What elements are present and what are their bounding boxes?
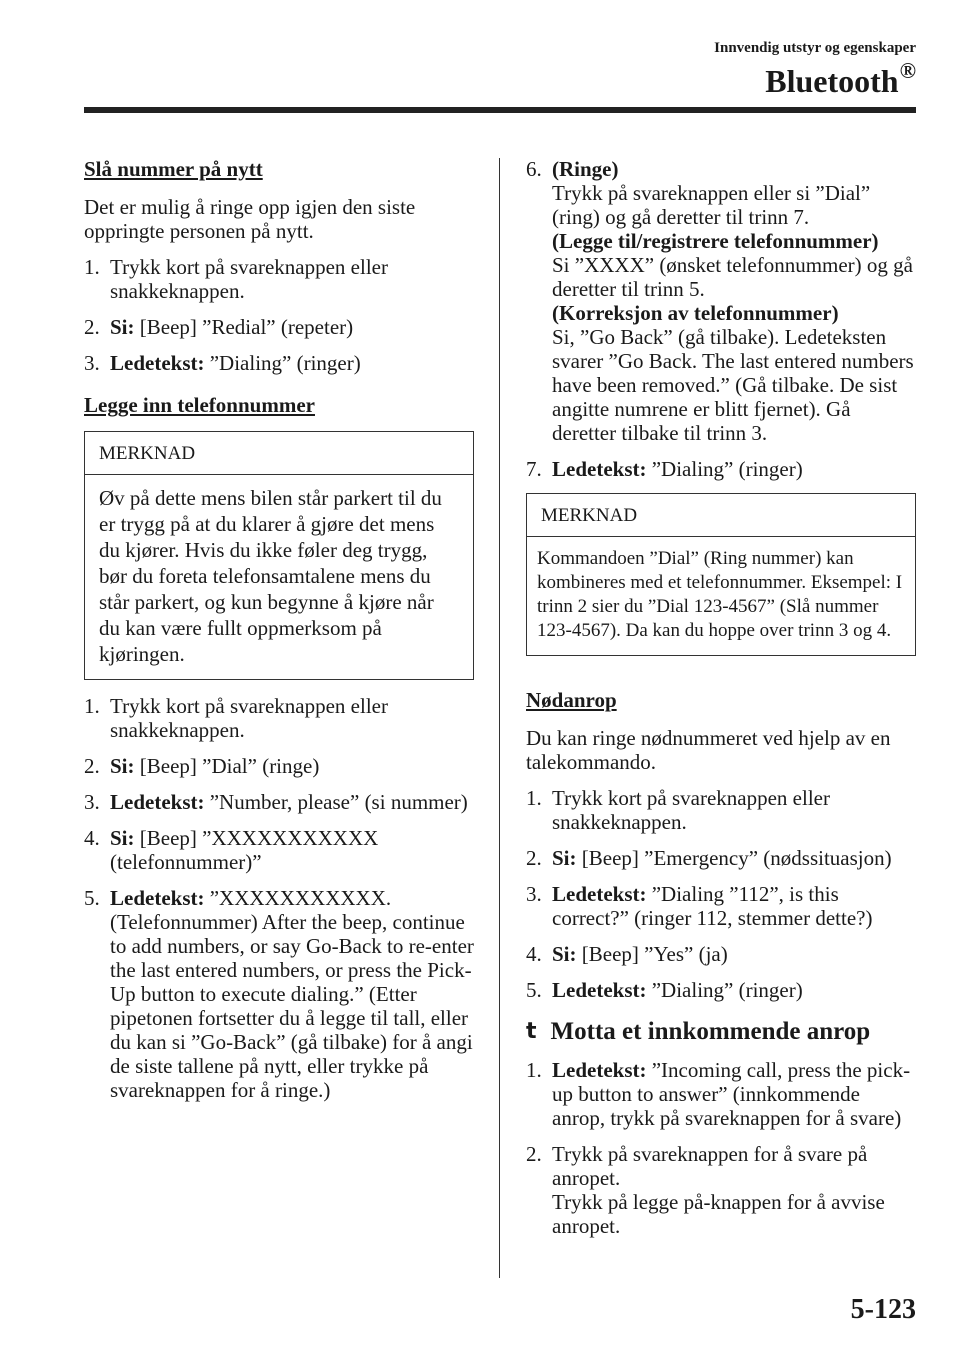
step-label: Ledetekst: (110, 351, 205, 375)
step-body (110, 315, 474, 339)
step-label: Si: (110, 315, 135, 339)
step-label: Si: (110, 754, 135, 778)
option-dial-heading: (Ringe) (552, 157, 619, 181)
step-item (526, 942, 916, 966)
step-item (526, 157, 916, 445)
step-text: Trykk kort på svareknappen eller snakkeknappen. (110, 694, 388, 742)
note-title: MERKNAD (85, 432, 473, 475)
step-body (552, 846, 916, 870)
step-label: Si: (552, 846, 577, 870)
note-box (84, 431, 474, 680)
step-number: 4. (526, 942, 542, 966)
step-text: [Beep] ”Redial” (repeter) (134, 315, 354, 339)
step-body (110, 886, 474, 1102)
emergency-heading: Nødanrop (526, 688, 617, 712)
step-body (552, 942, 916, 966)
step-text: Trykk kort på svareknappen eller snakkeknappen. (110, 255, 388, 303)
step-item (526, 1058, 916, 1130)
step-item (526, 1142, 916, 1238)
step-number: 3. (84, 790, 100, 814)
step-item (526, 846, 916, 870)
step-label: Ledetekst: (552, 882, 647, 906)
step-body (110, 754, 474, 778)
step-text: [Beep] ”Dial” (ringe) (134, 754, 320, 778)
step-number: 5. (84, 886, 100, 910)
step-item (526, 786, 916, 834)
chapter-title: Innvendig utstyr og egenskaper (714, 40, 916, 56)
enter-number-heading: Legge inn telefonnummer (84, 393, 315, 417)
emergency-intro: Du kan ringe nødnummeret ved hjelp av en talekommando. (526, 726, 891, 774)
step-label: Ledetekst: (552, 457, 647, 481)
step-text: [Beep] ”Yes” (ja) (576, 942, 728, 966)
step-text: ”Dialing” (ringer) (204, 351, 361, 375)
step-label: Si: (552, 942, 577, 966)
step-body (110, 790, 474, 814)
step-label: Ledetekst: (552, 978, 647, 1002)
incoming-steps (526, 1058, 916, 1238)
step-number: 1. (526, 1058, 542, 1082)
left-column (84, 157, 474, 1114)
step-item (526, 978, 916, 1002)
step-item (84, 694, 474, 742)
option-correct-heading: (Korreksjon av telefonnummer) (552, 301, 839, 325)
step-body (552, 786, 916, 834)
step-number: 2. (84, 754, 100, 778)
step-label: Ledetekst: (110, 790, 205, 814)
step-body (110, 255, 474, 303)
step-body (552, 1142, 916, 1238)
step-number: 1. (84, 255, 100, 279)
step-number: 5. (526, 978, 542, 1002)
step-item (84, 886, 474, 1102)
step-item (84, 790, 474, 814)
step-number: 4. (84, 826, 100, 850)
step-item (84, 315, 474, 339)
option-add-heading: (Legge til/registrere telefonnummer) (552, 229, 879, 253)
step-item (526, 882, 916, 930)
step-body (110, 351, 474, 375)
step-body (552, 978, 916, 1002)
option-correct-text: Si, ”Go Back” (gå tilbake). Ledeteksten svarer ”Go Back. The last entered numbers have been removed.” (Gå tilbake. De sist angitte numrene er blitt fjernet). Gå deretter tilbake til trinn 3. (552, 325, 914, 445)
step-text: ”Incoming call, press the pick-up button to answer” (innkommende anrop, trykk på svareknappen for å svare) (552, 1058, 911, 1130)
note-title: MERKNAD (527, 494, 915, 537)
step-text: ”XXXXXXXXXXX. (Telefonnummer) After the beep, continue to add numbers, or say Go-Back to re-enter the last entered numbers, or press the Pick-Up button to execute dialing.” (Etter pipetonen fortsetter du å legge til tall, eller du kan si ”Go-Back” (gå tilbake) for å angi de siste tallene på nytt, eller trykke på svareknappen for å ringe.) (110, 886, 474, 1102)
option-add-text: Si ”XXXX” (ønsket telefonnummer) og gå deretter til trinn 5. (552, 253, 913, 301)
step-item (526, 457, 916, 481)
step-number: 1. (526, 786, 542, 810)
step-number: 2. (526, 846, 542, 870)
section-title: Bluetooth® (765, 58, 916, 99)
step-label: Si: (110, 826, 135, 850)
option-dial-text: Trykk på svareknappen eller si ”Dial” (ring) og gå deretter til trinn 7. (552, 181, 871, 229)
section-marker-icon: t (526, 1019, 537, 1044)
step-text: ”Dialing” (ringer) (646, 457, 803, 481)
step-body (552, 157, 916, 445)
step-body (552, 882, 916, 930)
step-body (552, 1058, 916, 1130)
step-item (84, 255, 474, 303)
note-body: Kommandoen ”Dial” (Ring nummer) kan kombineres med et telefonnummer. Eksempel: I trinn 2 sier du ”Dial 123-4567” (Slå nummer 123-4567). Da kan du hoppe over trinn 3 og 4. (537, 548, 903, 641)
redial-heading: Slå nummer på nytt (84, 157, 263, 181)
step-text: Trykk kort på svareknappen eller snakkeknappen. (552, 786, 830, 834)
step-number: 7. (526, 457, 542, 481)
right-column (526, 157, 916, 1250)
step-item (84, 351, 474, 375)
step-body (552, 457, 916, 481)
step-text: ”Number, please” (si nummer) (204, 790, 468, 814)
redial-steps (84, 255, 474, 375)
enter-number-steps (84, 694, 474, 1102)
registered-mark: ® (899, 58, 916, 83)
note-box (526, 493, 916, 656)
step-label: Ledetekst: (110, 886, 205, 910)
step-number: 3. (84, 351, 100, 375)
incoming-call-heading (526, 1020, 916, 1044)
page-number: 5-123 (850, 1294, 916, 1325)
step-text: [Beep] ”Emergency” (nødssituasjon) (576, 846, 892, 870)
redial-intro: Det er mulig å ringe opp igjen den siste oppringte personen på nytt. (84, 195, 416, 243)
step-body (110, 694, 474, 742)
column-divider (499, 158, 500, 1278)
step-text: ”Dialing ”112”, is this correct?” (ringer 112, stemmer dette?) (552, 882, 873, 930)
emergency-steps (526, 786, 916, 1002)
note-body: Øv på dette mens bilen står parkert til du er trygg på at du klarer å gjøre det mens du kjører. Hvis du ikke føler deg trygg, bør du foreta telefonsamtalene mens du står parkert, og kun begynne å kjøre når du kan være fullt oppmerksom på kjøringen. (99, 486, 442, 666)
step-text: ”Dialing” (ringer) (646, 978, 803, 1002)
step-body (110, 826, 474, 874)
step-item (84, 754, 474, 778)
step-number: 1. (84, 694, 100, 718)
incoming-call-title: Motta et innkommende anrop (550, 1018, 871, 1045)
step-number: 2. (526, 1142, 542, 1166)
step-label: Ledetekst: (552, 1058, 647, 1082)
header-rule (84, 107, 916, 113)
step-number: 2. (84, 315, 100, 339)
step-number: 6. (526, 157, 542, 181)
step-item (84, 826, 474, 874)
step-text: [Beep] ”XXXXXXXXXXX (telefonnummer)” (110, 826, 379, 874)
step-text: Trykk på svareknappen for å svare på anropet. Trykk på legge på-knappen for å avvise anropet. (552, 1142, 885, 1238)
step-number: 3. (526, 882, 542, 906)
